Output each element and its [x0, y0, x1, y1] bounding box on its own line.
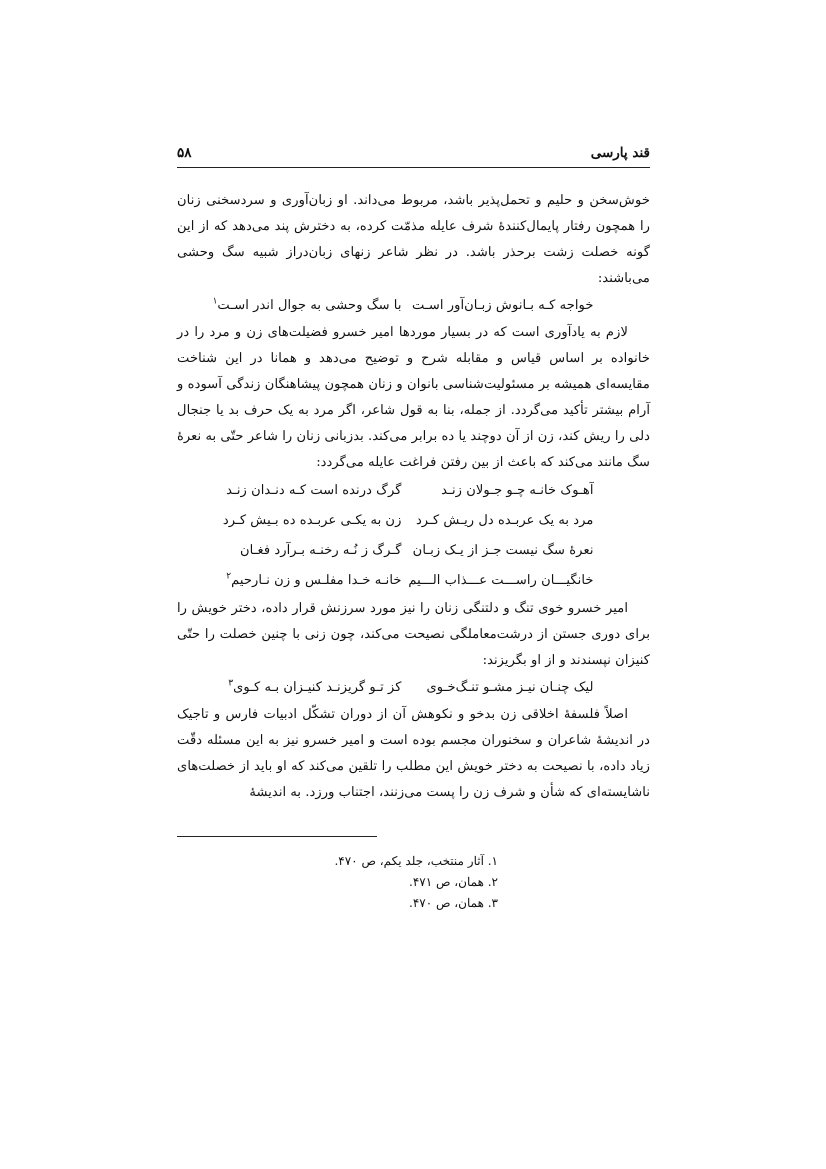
- footnote-3: ۳. همان، ص ۴۷۰.: [409, 896, 498, 910]
- verse-6-first-hemistich: لیک چنـان نیـز مشـو تنـگ‌خـوی: [426, 680, 594, 695]
- footnote-separator: [177, 836, 377, 837]
- footnote-1: ۱. آثار منتخب، جلد یکم، ص ۴۷۰.: [334, 854, 498, 868]
- footnotes: [334, 851, 498, 914]
- verse-3-first-hemistich: مرد به یک عربـده دل ریـش کـرد: [415, 513, 594, 528]
- verse-1: [177, 292, 650, 320]
- paragraph-3: امیر خسرو خوی تنگ و دلتنگی زنان را نیز مورد سرزنش قرار داده، دختر خویش را برای دوری جستن از درشت‌معاملگی نصیحت می‌کند، چون زنی با چنین خصلت را حتّی کنیزان نپسندند و از او بگریزند:: [177, 601, 650, 668]
- verse-4-first-hemistich: نعرۀ سگ نیست جـز از یـک زبـان: [412, 543, 594, 558]
- paragraph-1: خوش‌سخن و حلیم و تحمل‌پذیر باشد، مربوط می‌داند. او زبان‌آوری و سردسخنی زنان را همچون رفتار پایمال‌کنندۀ شرف عایله مذمّت کرده، به دخترش پند می‌دهد که از این گونه خصلت زشت برحذر باشد. در نظر شاعر زنهای زبان‌دراز شبیه سگ وحشی می‌باشند:: [177, 193, 650, 286]
- verse-6-second-hemistich: کز تـو گریزنـد کنیـزان بـه کـوی$^۳$: [228, 678, 402, 695]
- verse-2: [177, 476, 650, 506]
- verse-5-first-hemistich: خانگیـــان راســـت عـــذاب الـــیم: [408, 573, 594, 588]
- verse-5-second-hemistich: خانـه خـدا مفلـس و زن نـارحیم$^۲$: [226, 571, 402, 588]
- verse-4-second-hemistich: گـرگ ز نُـه رخنـه بـرآرد فغـان: [239, 543, 402, 558]
- verse-2-second-hemistich: گرگ درنده است کـه دنـدان زنـد: [226, 483, 402, 498]
- verse-6: [177, 674, 650, 702]
- verse-1-second-hemistich: با سگ وحشی به جوال اندر اسـت$^۱$: [212, 296, 402, 313]
- book-title: قند پارسی: [590, 145, 650, 161]
- book-page: [177, 0, 650, 1169]
- body-text: [177, 188, 650, 806]
- verse-1-first-hemistich: خواجه کـه بـانوش زبـان‌آور اسـت: [412, 298, 594, 313]
- running-head: [177, 145, 650, 168]
- footnote-ref-2: ۲: [226, 571, 232, 582]
- paragraph-2: لازم به یادآوری است که در بسیار موردها امیر خسرو فضیلت‌های زن و مرد را در خانواده بر اساس قیاس و مقابله شرح و توضیح می‌دهد و همانا در این شناخت مقایسه‌ای همیشه بر مسئولیت‌شناسی بانوان و زنان همچون پیشاهنگان زندگی آسوده و آرام بیشتر تأکید می‌گردد. از جمله، بنا به قول شاعر، اگر مرد به یک حرف بد یا جنجال دلی را ریش کند، زن از آن دوچند یا ده برابر می‌کند. بدزبانی زنان را شاعر حتّی به نعرۀ سگ مانند می‌کند که باعث از بین رفتن فراغت عایله می‌گردد:: [177, 325, 650, 470]
- verse-3-second-hemistich: زن به یکـی عربـده ده بـیش کـرد: [222, 513, 402, 528]
- verse-3: [177, 506, 650, 536]
- page-number: ۵۸: [177, 145, 192, 161]
- footnote-2: ۲. همان، ص ۴۷۱.: [409, 875, 498, 889]
- verse-4: [177, 536, 650, 566]
- footnote-ref-3: ۳: [228, 678, 234, 689]
- footnote-ref-1: ۱: [212, 296, 218, 307]
- verse-2-first-hemistich: آهـوک خانـه چـو جـولان زنـد: [441, 483, 594, 498]
- paragraph-4: اصلاً فلسفۀ اخلاقی زن بدخو و نکوهش آن از دوران تشکّل ادبیات فارس و تاجیک در اندیشۀ شاعران و سخنوران مجسم بوده است و امیر خسرو نیز به این مسئله دقّت زیاد داده، با نصیحت به دختر خویش این مطلب را تلقین می‌کند که او باید از خصلت‌های ناشایسته‌ای که شأن و شرف زن را پست می‌زنند، اجتناب ورزد. به اندیشۀ: [177, 707, 650, 800]
- verse-5: [177, 566, 650, 596]
